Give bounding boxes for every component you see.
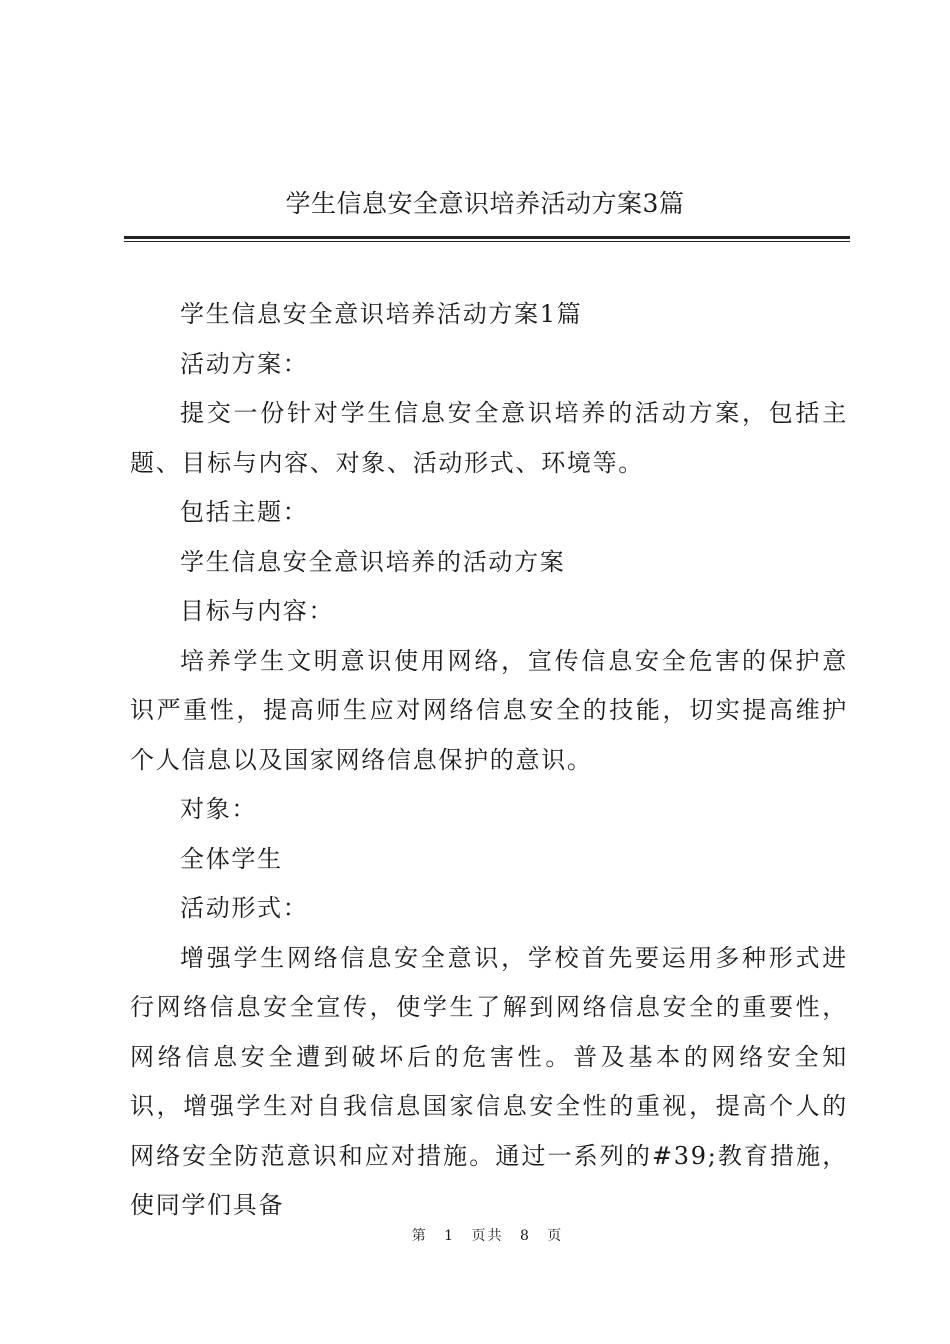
document-body <box>130 290 848 1231</box>
paragraph-goals-label: 目标与内容： <box>180 597 335 625</box>
paragraph-plan-description: 提交一份针对学生信息安全意识培养的活动方案，包括主题、目标与内容、对象、活动形式、环境等。 <box>130 399 848 477</box>
paragraph-theme-label: 包括主题： <box>180 498 309 526</box>
paragraph-theme-value: 学生信息安全意识培养的活动方案 <box>180 547 566 576</box>
title-rule-thick <box>124 236 850 239</box>
paragraph-audience-label: 对象： <box>180 795 258 823</box>
paragraph-audience-value: 全体学生 <box>180 844 283 873</box>
paragraph-format-label: 活动形式： <box>180 894 309 922</box>
page-footer: 第 1 页共 8 页 <box>411 1228 564 1244</box>
paragraph-format-value: 增强学生网络信息安全意识，学校首先要运用多种形式进行网络信息安全宣传，使学生了解到网络信息安全的重要性，网络信息安全遭到破坏后的危害性。普及基本的网络安全知识，增强学生对自我信息国家信息安全性的重视，提高个人的网络安全防范意识和应对措施。通过一系列的#39;教育措施，使同学们具备 <box>130 943 848 1219</box>
page-title: 学生信息安全意识培养活动方案3篇 <box>285 189 685 218</box>
paragraph-plan-label: 活动方案： <box>180 349 309 378</box>
paragraph-section-heading: 学生信息安全意识培养活动方案1篇 <box>180 300 583 328</box>
title-rule-thin <box>124 241 850 242</box>
paragraph-goals-value: 培养学生文明意识使用网络，宣传信息安全危害的保护意识严重性，提高师生应对网络信息安全的技能，切实提高维护个人信息以及国家网络信息保护的意识。 <box>130 646 848 774</box>
